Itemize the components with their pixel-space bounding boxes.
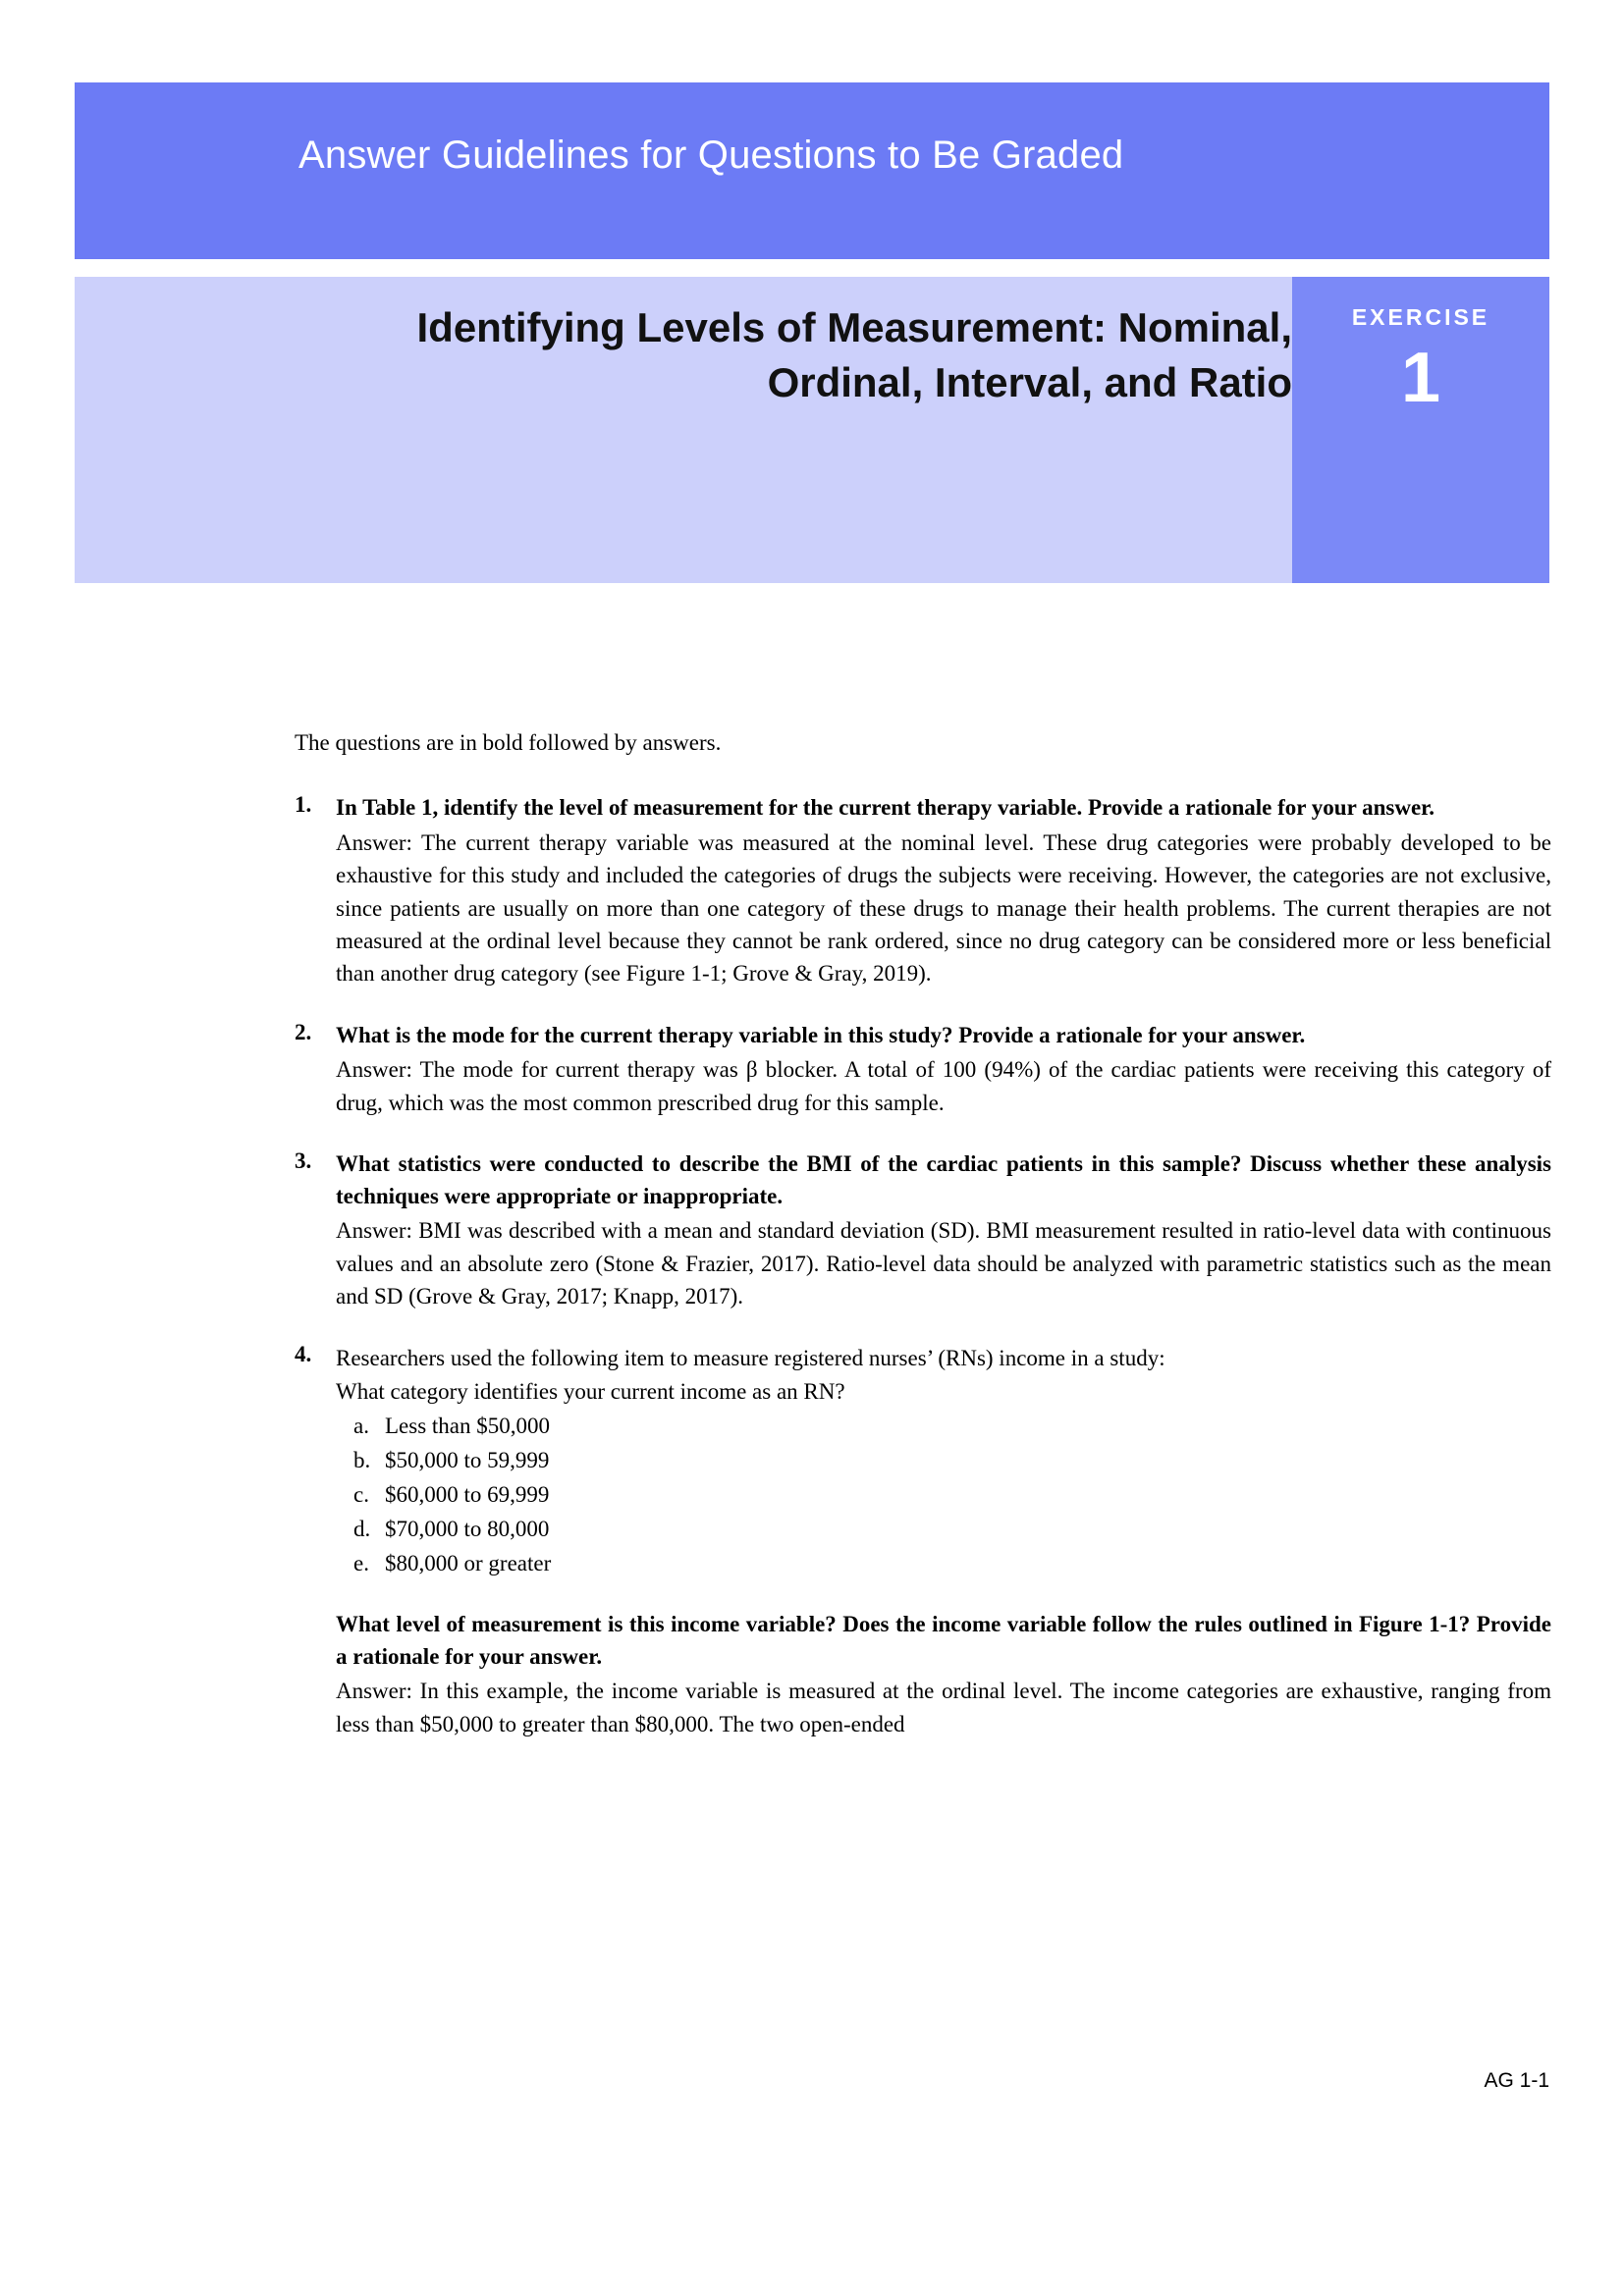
page-footer: AG 1-1 bbox=[1484, 2069, 1549, 2092]
qa-item-3 bbox=[295, 1148, 1551, 1312]
header-banner bbox=[75, 82, 1549, 259]
answer-text: Answer: The current therapy variable was measured at the nominal level. These drug categories were probably developed to be exhaustive for this study and included the categories of drugs the subjects were receiving. However, the categories are not exclusive, since patients are usually on more than one category of these drugs to manage their health problems. The current therapies are not measured at the ordinal level because they cannot be rank ordered, since no drug category can be considered more or less beneficial than another drug category (see Figure 1-1; Grove & Gray, 2019). bbox=[336, 830, 1551, 987]
qa-item-2 bbox=[295, 1020, 1551, 1119]
list-item bbox=[336, 1547, 1551, 1581]
exercise-title-block bbox=[75, 277, 1549, 583]
qa-number: 2. bbox=[295, 1019, 312, 1044]
exercise-number: 1 bbox=[1400, 339, 1441, 417]
list-item bbox=[336, 1410, 1551, 1444]
banner-title: Answer Guidelines for Questions to Be Graded bbox=[298, 133, 1124, 177]
qa-number: 1. bbox=[295, 792, 312, 818]
question-text: What statistics were conducted to describe the BMI of the cardiac patients in this sample? Discuss whether these analysis techniques were appropriate or inappropriate. bbox=[336, 1151, 1551, 1208]
sub-question-text: What level of measurement is this income variable? Does the income variable follow the rules outlined in Figure 1-1? Provide a rationale for your answer. bbox=[336, 1611, 1551, 1669]
qa-item-1 bbox=[295, 792, 1551, 989]
option-text: $70,000 to 80,000 bbox=[385, 1516, 550, 1541]
answer-text: Answer: In this example, the income variable is measured at the ordinal level. The income categories are exhaustive, ranging from less than $50,000 to greater than $80,000. The two open-ended bbox=[336, 1679, 1551, 1736]
question-text: In Table 1, identify the level of measurement for the current therapy variable. Provide a rationale for your answer. bbox=[336, 795, 1435, 821]
qa-item-4 bbox=[295, 1342, 1551, 1739]
question-stem-prompt: What category identifies your current income as an RN? bbox=[336, 1378, 845, 1404]
intro-text: The questions are in bold followed by answers. bbox=[295, 730, 722, 755]
list-item bbox=[336, 1444, 1551, 1478]
question-text: What is the mode for the current therapy variable in this study? Provide a rationale for your answer. bbox=[336, 1022, 1306, 1047]
exercise-badge bbox=[1292, 277, 1549, 583]
option-letter: e. bbox=[353, 1550, 369, 1575]
list-item bbox=[336, 1513, 1551, 1547]
option-letter: a. bbox=[353, 1414, 369, 1439]
option-text: $80,000 or greater bbox=[385, 1550, 552, 1575]
document-body bbox=[295, 726, 1551, 1770]
option-text: Less than $50,000 bbox=[385, 1414, 551, 1439]
option-text: $60,000 to 69,999 bbox=[385, 1482, 550, 1507]
option-letter: c. bbox=[353, 1482, 369, 1507]
option-text: $50,000 to 59,999 bbox=[385, 1448, 550, 1473]
question-stem: Researchers used the following item to measure registered nurses’ (RNs) income in a study: bbox=[336, 1346, 1165, 1371]
qa-number: 4. bbox=[295, 1342, 312, 1367]
answer-text: Answer: BMI was described with a mean and standard deviation (SD). BMI measurement resulted in ratio-level data with continuous values and an absolute zero (Stone & Frazier, 2017). Ratio-level data should be analyzed with parametric statistics such as the mean and SD (Grove & Gray, 2017; Knapp, 2017). bbox=[336, 1218, 1551, 1309]
page-title: Identifying Levels of Measurement: Nominal, Ordinal, Interval, and Ratio bbox=[416, 304, 1292, 405]
list-item bbox=[336, 1478, 1551, 1513]
option-letter: d. bbox=[353, 1516, 371, 1541]
exercise-label: EXERCISE bbox=[1351, 304, 1490, 330]
income-options-list bbox=[336, 1410, 1551, 1581]
answer-text: Answer: The mode for current therapy was β blocker. A total of 100 (94%) of the cardiac patients were receiving this category of drug, which was the most common prescribed drug for this sample. bbox=[336, 1057, 1551, 1115]
option-letter: b. bbox=[353, 1448, 371, 1473]
qa-number: 3. bbox=[295, 1148, 312, 1174]
